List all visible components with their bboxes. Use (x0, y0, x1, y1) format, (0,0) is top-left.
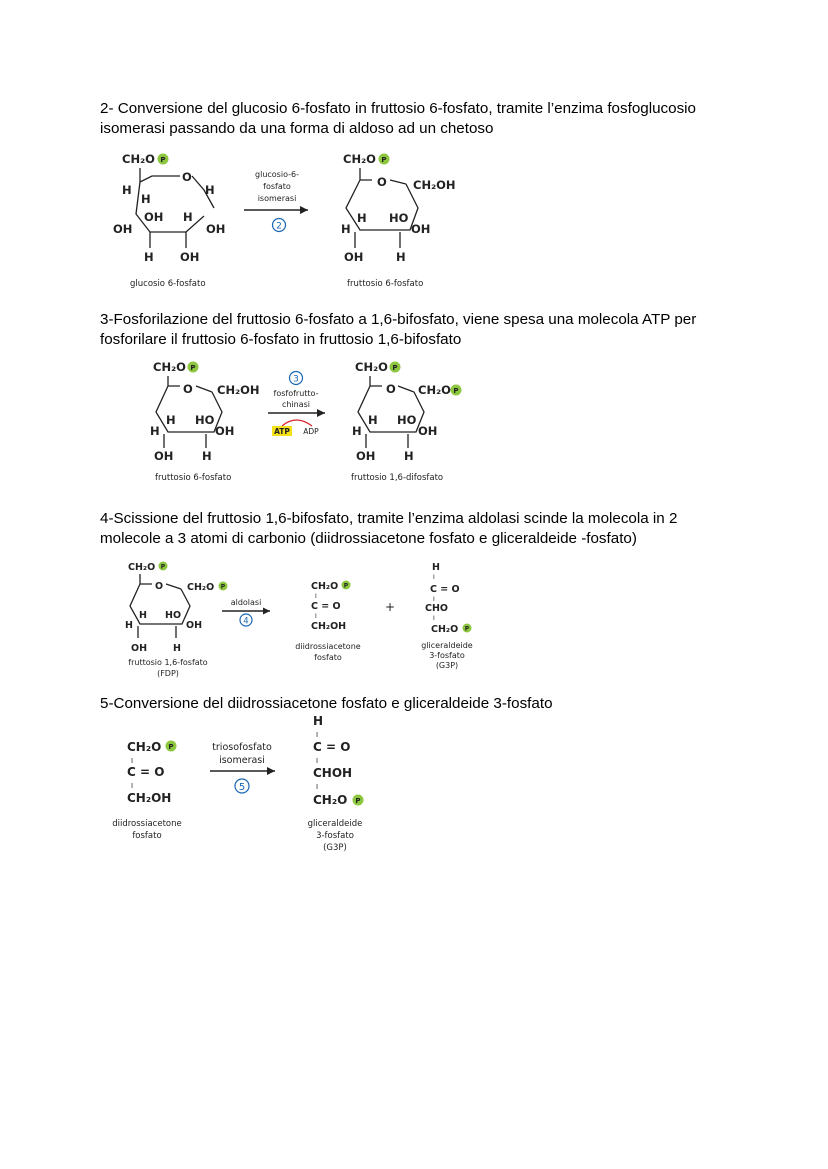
label-chem-ch2o: CH₂O (127, 740, 162, 754)
atp-adp-arrow (282, 420, 312, 426)
label-chem-h: H (396, 250, 406, 264)
label-steps-step2-enzyme_lines-1: fosfato (263, 182, 291, 191)
label-chem-h: H (352, 424, 362, 438)
label-steps-step5-reactant_caption_lines-0: diidrossiacetone (112, 819, 182, 829)
path-graphic (317, 409, 325, 417)
label-steps-step3-enzyme_lines-0: fosfofrutto- (273, 389, 319, 398)
label-chem-h: H (313, 714, 324, 728)
step4-diagram (0, 555, 828, 685)
label-chem-tick: I (316, 731, 319, 739)
label-steps-step2-enzyme_lines-0: glucosio-6- (255, 170, 299, 179)
label-steps-step5-enzyme_lines-0: triosofosfato (212, 742, 272, 753)
label-chem-tick: I (433, 574, 435, 581)
step5-text: 5-Conversione del diidrossiacetone fosfato e gliceraldeide 3-fosfato (100, 695, 553, 712)
label-chem-tick: I (315, 593, 317, 600)
h-label: H (122, 183, 132, 197)
oh-label: OH (180, 250, 200, 264)
label-chem-ho: HO (165, 610, 182, 621)
path-graphic (267, 767, 275, 775)
label-chem-ho: HO (397, 413, 417, 427)
oh-label: OH (113, 222, 133, 236)
label-chem-o: O (386, 382, 396, 396)
label-chem-tick: I (315, 613, 317, 620)
label-steps-step4-reactant_caption_lines-0: fruttosio 1,6-fosfato (128, 658, 208, 667)
label-chem-oh: OH (344, 250, 364, 264)
label-chem-ch2oh: CH₂OH (413, 178, 456, 192)
label-chem-co: C = O (127, 765, 165, 779)
path-graphic (150, 232, 186, 248)
label-chem-tick: I (316, 757, 319, 765)
label-chem-ch2o: CH₂O (355, 360, 388, 374)
label-steps-step4-reactant_caption_lines-1: (FDP) (157, 669, 179, 678)
adp-label: ADP (303, 427, 319, 436)
reaction-arrow-4 (222, 598, 270, 627)
glucose-6-phosphate-structure (113, 152, 225, 289)
label-steps-step3-step_number: 3 (293, 374, 299, 385)
fructose-1-6-bisphosphate-structure (351, 360, 462, 483)
label-steps-step5-reactant_caption_lines-1: fosfato (132, 831, 162, 841)
label-chem-h: H (432, 562, 440, 573)
label-chem-co: C = O (313, 740, 351, 754)
fructose-1-6-bisphosphate-structure (125, 562, 228, 679)
path-graphic (300, 206, 308, 214)
glyceraldehyde-3-phosphate-structure (308, 714, 364, 853)
label-chem-p: P (453, 387, 459, 395)
label-chem-oh: OH (131, 643, 148, 654)
glyceraldehyde-3-phosphate-structure (421, 562, 473, 670)
label-chem-ch2o: CH₂O (153, 360, 186, 374)
reaction-arrow-3 (268, 372, 325, 437)
path-graphic (263, 608, 270, 615)
label-chem-o: O (155, 581, 164, 592)
label-steps-step2-enzyme_lines-2: isomerasi (257, 194, 297, 203)
label-chem-h: H (166, 413, 176, 427)
path-graphic (164, 434, 206, 448)
label-steps-step5-product_caption_lines-2: (G3P) (323, 843, 347, 853)
plus-sign: + (384, 600, 396, 614)
label-steps-step4-product1_caption_lines-0: diidrossiacetone (295, 642, 361, 651)
label-steps-step4-product1_caption_lines-1: fosfato (314, 653, 342, 662)
step2-text: 2- Conversione del glucosio 6-fosfato in fruttosio 6-fosfato, tramite l’enzima fosfoglucosio isomerasi passando da una forma di aldoso ad un chetoso (100, 100, 696, 137)
label-steps-step4-enzyme: aldolasi (230, 598, 262, 607)
label-chem-h: H (173, 643, 181, 654)
atp-label: ATP (274, 427, 290, 436)
label-chem-tick: I (433, 615, 435, 622)
label-chem-ch2o: CH₂O (418, 383, 451, 397)
label-chem-ch2oh: CH₂OH (311, 621, 347, 632)
fructose-6-phosphate-structure (150, 360, 260, 483)
label-steps-step5-product_caption_lines-0: gliceraldeide (307, 819, 363, 829)
label-chem-h: H (357, 211, 367, 225)
label-chem-cho: CHO (425, 603, 448, 614)
label-chem-h: H (125, 620, 133, 631)
label-chem-p: P (160, 563, 166, 571)
label-chem-p: P (190, 364, 196, 372)
label-chem-tick: I (131, 757, 134, 765)
label-chem-tick: I (131, 782, 134, 790)
h-label: H (144, 250, 154, 264)
label-steps-step4-product2_caption_lines-2: (G3P) (435, 661, 459, 670)
label-chem-h: H (404, 449, 414, 463)
label-chem-h: H (368, 413, 378, 427)
label-chem-tick: I (316, 783, 319, 791)
label-chem-oh: OH (186, 620, 203, 631)
label-chem-o: O (183, 382, 193, 396)
label-chem-ch2oh: CH₂OH (127, 791, 172, 805)
reaction-arrow-5 (210, 742, 275, 793)
label-chem-h: H (150, 424, 160, 438)
label-chem-p: P (464, 625, 470, 633)
label-chem-ch2oh: CH₂OH (217, 383, 260, 397)
label-chem-p: P (355, 797, 361, 805)
label-chem-ch2o: CH₂O (128, 562, 156, 573)
label-steps-step4-product2_caption_lines-1: 3-fosfato (429, 651, 465, 660)
h-label: H (183, 210, 193, 224)
label-chem-h: H (139, 610, 147, 621)
dihydroxyacetone-phosphate-structure (295, 581, 360, 663)
label-chem-oh: OH (356, 449, 376, 463)
label-chem-ch2o: CH₂O (431, 624, 459, 635)
ch2o-label: CH₂O (122, 152, 155, 166)
label-chem-p: P (168, 743, 174, 751)
label-chem-h: H (341, 222, 351, 236)
label-chem-ch2o: CH₂O (313, 793, 348, 807)
label-steps-step4-product2_caption_lines-0: gliceraldeide (421, 641, 473, 650)
label-chem-oh: OH (154, 449, 174, 463)
label-chem-oh: OH (418, 424, 438, 438)
label-steps-step2-step_number: 2 (276, 221, 282, 232)
label-steps-step5-product_caption_lines-1: 3-fosfato (316, 831, 354, 841)
o-label: O (182, 170, 192, 184)
label-steps-step4-step_number: 4 (243, 616, 249, 627)
oh-label: OH (206, 222, 226, 236)
label-chem-co: C = O (430, 584, 460, 595)
path-graphic (366, 434, 408, 448)
label-chem-p: P (392, 364, 398, 372)
label-steps-step3-enzyme_lines-1: chinasi (281, 400, 311, 409)
label-chem-co: C = O (311, 601, 341, 612)
path-graphic (355, 232, 400, 248)
label-steps-step5-step_number: 5 (238, 782, 246, 793)
step3-diagram (0, 355, 828, 490)
h-label: H (205, 183, 215, 197)
label-chem-h: H (202, 449, 212, 463)
path-graphic (138, 626, 176, 638)
label-chem-choh: CHOH (313, 766, 353, 780)
label-chem-o: O (377, 175, 387, 189)
label-chem-ch2o: CH₂O (311, 581, 339, 592)
step5-diagram (0, 710, 828, 870)
reactant-caption: glucosio 6-fosfato (130, 279, 206, 289)
label-chem-oh: OH (215, 424, 235, 438)
label-chem-ch2o: CH₂O (343, 152, 376, 166)
label-chem-ho: HO (389, 211, 409, 225)
label-chem-p: P (381, 156, 387, 164)
label-chem-ho: HO (195, 413, 215, 427)
reaction-arrow-2 (244, 170, 308, 232)
step2-diagram (0, 145, 828, 295)
h-label: H (141, 192, 151, 206)
oh-label: OH (144, 210, 164, 224)
dihydroxyacetone-phosphate-structure (112, 740, 182, 841)
label-chem-oh: OH (411, 222, 431, 236)
fructose-6-phosphate-structure (341, 152, 456, 289)
step3-text: 3-Fosforilazione del fruttosio 6-fosfato a 1,6-bifosfato, viene spesa una molecola ATP per fosforilare il fruttosio 6-fosfato in fruttosio 1,6-bifosfato (100, 311, 697, 348)
product-caption: fruttosio 6-fosfato (347, 279, 424, 289)
phosphate-label: P (160, 156, 166, 164)
step4-text: 4-Scissione del fruttosio 1,6-bifosfato, tramite l’enzima aldolasi scinde la molecola in 2 molecole a 3 atomi di carbonio (diidrossiacetone fosfato e gliceraldeide -fosfato) (100, 510, 678, 547)
product-caption: fruttosio 1,6-difosfato (351, 473, 444, 483)
label-chem-ch2o: CH₂O (187, 582, 215, 593)
label-chem-p: P (220, 583, 226, 591)
label-steps-step5-enzyme_lines-1: isomerasi (219, 755, 265, 766)
label-chem-p: P (343, 582, 349, 590)
label-chem-tick: I (433, 596, 435, 603)
reactant-caption: fruttosio 6-fosfato (155, 473, 232, 483)
